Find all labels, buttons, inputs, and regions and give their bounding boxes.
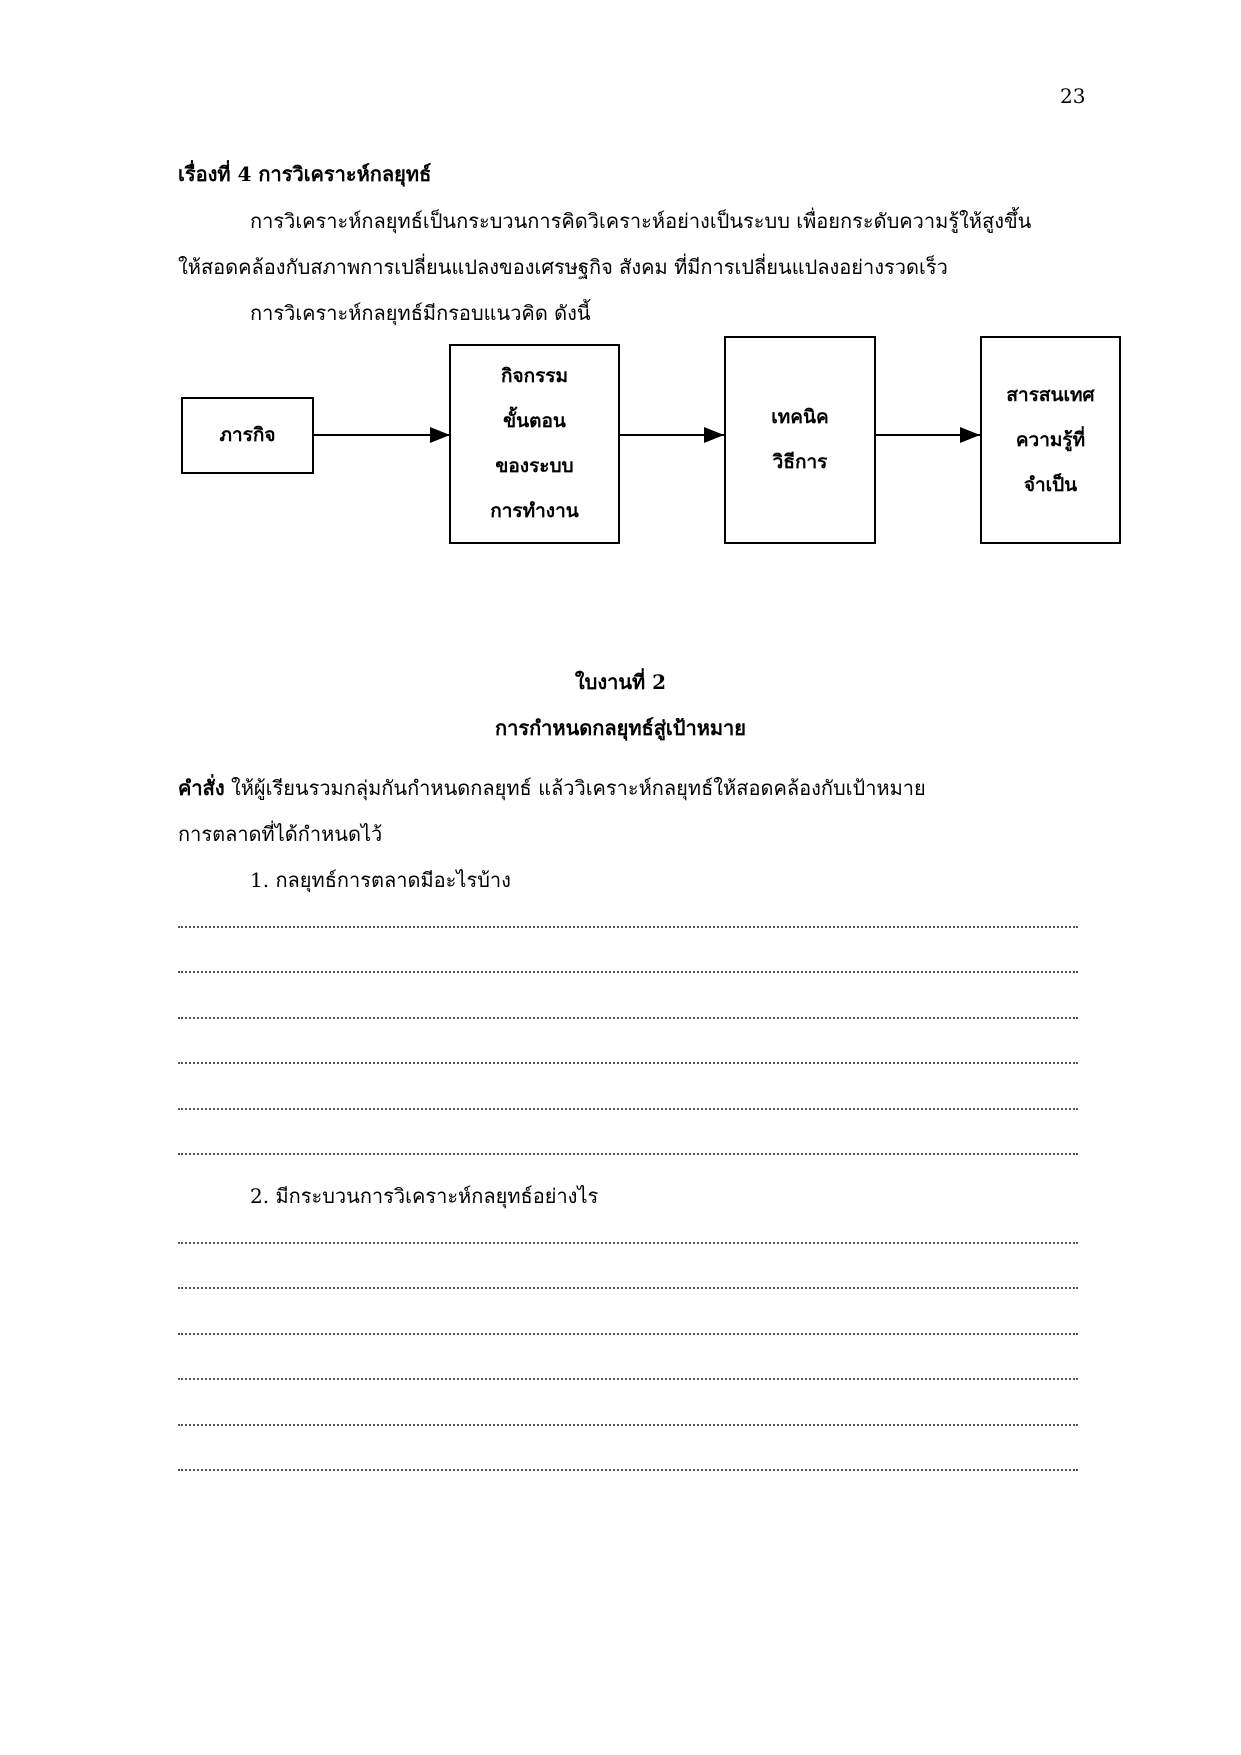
diagram-box-information [980, 336, 1121, 544]
answer-line-q1-6[interactable] [178, 1153, 1078, 1155]
answer-line-q2-1[interactable] [178, 1242, 1078, 1244]
question-2: 2. มีกระบวนการวิเคราะห์กลยุทธ์อย่างไร [250, 1184, 599, 1208]
box-activities-line-3: ของระบบ [495, 455, 574, 477]
answer-line-q1-4[interactable] [178, 1062, 1078, 1064]
question-1: 1. กลยุทธ์การตลาดมีอะไรบ้าง [250, 868, 511, 892]
box-mission-line-1: ภารกิจ [219, 424, 276, 446]
answer-line-q2-6[interactable] [178, 1469, 1078, 1471]
box-information-line-2: ความรู้ที่ [1015, 428, 1086, 451]
instruction-label: คำสั่ง [178, 776, 225, 800]
paragraph-line-2: ให้สอดคล้องกับสภาพการเปลี่ยนแปลงของเศรษฐกิจ สังคม ที่มีการเปลี่ยนแปลงอย่างรวดเร็ว [178, 255, 948, 279]
answer-line-q2-5[interactable] [178, 1424, 1078, 1426]
box-techniques-line-2: วิธีการ [772, 451, 828, 473]
box-information-line-3: จำเป็น [1023, 473, 1078, 496]
answer-line-q1-1[interactable] [178, 926, 1078, 928]
box-activities-line-1: กิจกรรม [500, 365, 569, 387]
answer-line-q1-2[interactable] [178, 971, 1078, 973]
box-information-line-1: สารสนเทศ [1006, 383, 1095, 406]
box-techniques-line-1: เทคนิค [771, 406, 829, 428]
instruction [178, 772, 926, 804]
section-heading: เรื่องที่ 4 การวิเคราะห์กลยุทธ์ [178, 162, 432, 186]
diagram-box-techniques [724, 336, 876, 544]
framework-intro: การวิเคราะห์กลยุทธ์มีกรอบแนวคิด ดังนี้ [250, 301, 591, 325]
worksheet-title: ใบงานที่ 2 [574, 670, 667, 694]
answer-line-q2-2[interactable] [178, 1287, 1078, 1289]
diagram-box-activities [449, 344, 620, 544]
answer-line-q1-5[interactable] [178, 1108, 1078, 1110]
worksheet-subtitle: การกำหนดกลยุทธ์สู่เป้าหมาย [494, 716, 747, 740]
instruction-line-2: การตลาดที่ได้กำหนดไว้ [178, 822, 383, 846]
answer-line-q2-4[interactable] [178, 1378, 1078, 1380]
instruction-text: ให้ผู้เรียนรวมกลุ่มกันกำหนดกลยุทธ์ แล้ววิเคราะห์กลยุทธ์ให้สอดคล้องกับเป้าหมาย [224, 776, 926, 800]
diagram-box-mission [181, 397, 314, 474]
answer-line-q2-3[interactable] [178, 1333, 1078, 1335]
answer-line-q1-3[interactable] [178, 1017, 1078, 1019]
box-activities-line-2: ขั้นตอน [503, 410, 566, 432]
box-activities-line-4: การทำงาน [490, 500, 579, 522]
page-number: 23 [1060, 84, 1086, 108]
paragraph-line-1: การวิเคราะห์กลยุทธ์เป็นกระบวนการคิดวิเคราะห์อย่างเป็นระบบ เพื่อยกระดับความรู้ให้สูงขึ้น [250, 209, 1032, 233]
